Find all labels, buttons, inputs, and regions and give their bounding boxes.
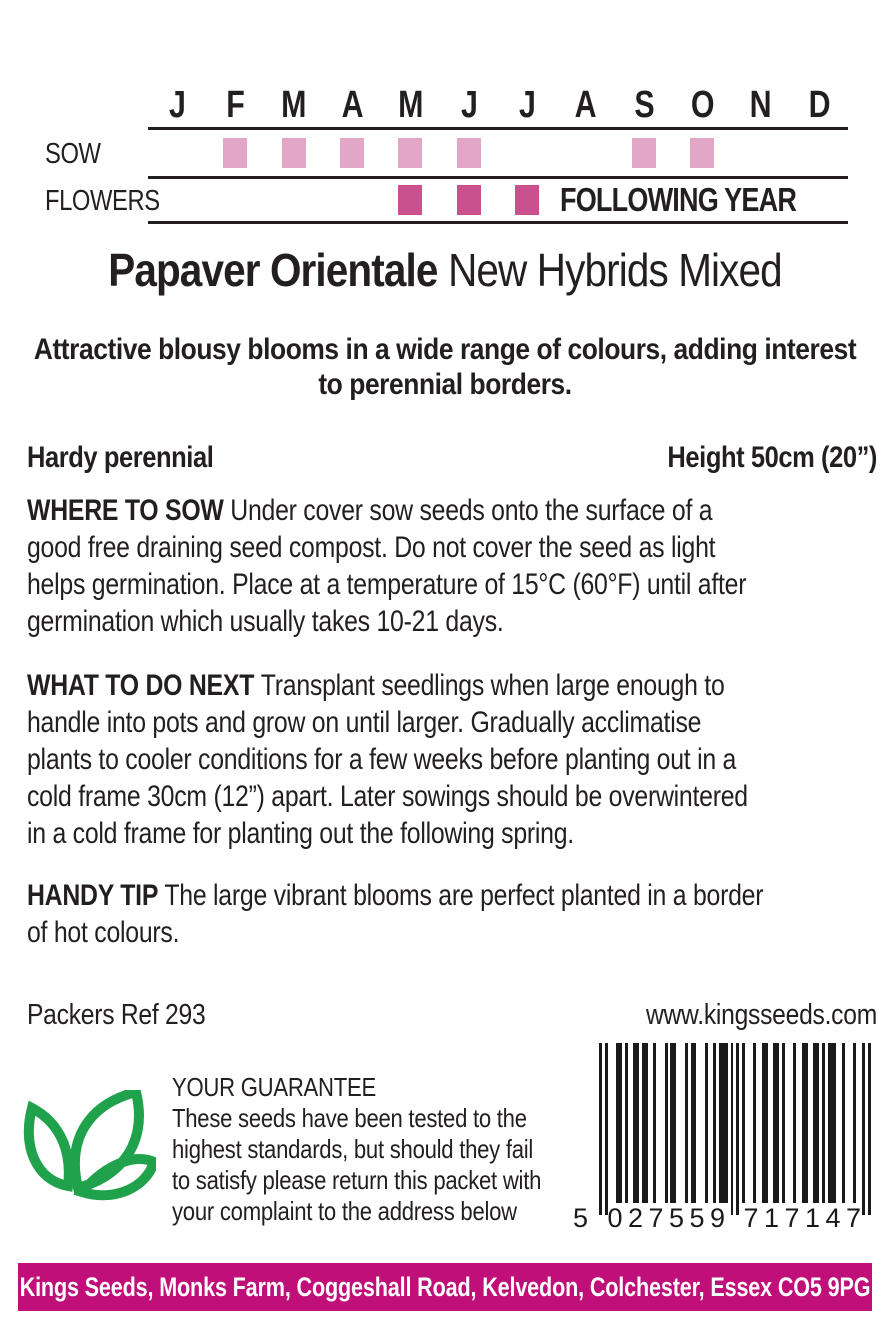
sow-month-square (282, 138, 306, 168)
month-col-8 (556, 86, 614, 124)
company-address: Kings Seeds, Monks Farm, Coggeshall Road, Kelvedon, Colchester, Essex CO5 9PG (19, 1272, 871, 1302)
sow-cell-9 (615, 138, 673, 173)
calendar-sow-squares (148, 139, 848, 171)
month-col-9 (615, 86, 673, 124)
barcode (573, 1043, 871, 1233)
month-col-5 (381, 86, 439, 124)
month-col-4 (323, 86, 381, 124)
month-letter: D (808, 84, 830, 126)
guarantee-heading: YOUR GUARANTEE (172, 1072, 376, 1102)
sow-cell-5 (381, 138, 439, 173)
sow-cell-3 (265, 138, 323, 173)
month-letter: M (281, 84, 307, 126)
leaf-left (29, 1108, 69, 1186)
section-where-to-sow (27, 492, 890, 640)
calendar-row-label-flowers: FLOWERS (45, 185, 160, 217)
paragraph-line: of hot colours. (27, 916, 180, 949)
calendar-month-row (148, 86, 848, 124)
month-col-10 (673, 86, 731, 124)
month-letter: A (574, 84, 597, 126)
paragraph-line: WHAT TO DO NEXT Transplant seedlings when large enough to (27, 669, 725, 702)
traits-row (27, 441, 877, 475)
flowers-cell-5 (381, 185, 439, 220)
flowers-month-square (515, 185, 539, 215)
barcode-digits-left: 027559 (607, 1203, 731, 1233)
subtitle: Attractive blousy blooms in a wide range of colours, adding interest to perennial borders. (33, 333, 857, 401)
flowers-month-square (398, 185, 422, 215)
sow-month-square (398, 138, 422, 168)
calendar-rule-top (148, 127, 848, 130)
month-col-12 (790, 86, 848, 124)
sow-month-square (457, 138, 481, 168)
month-col-3 (265, 86, 323, 124)
month-col-1 (148, 86, 206, 124)
month-col-2 (206, 86, 264, 124)
title-variety-name: New Hybrids Mixed (448, 244, 782, 296)
plant-height: Height 50cm (20”) (667, 441, 877, 474)
sow-month-square (632, 138, 656, 168)
sow-cell-6 (440, 138, 498, 173)
guarantee-line: to satisfy please return this packet with (172, 1165, 542, 1195)
month-letter: J (169, 84, 186, 126)
kings-seeds-leaf-logo-icon (16, 1090, 156, 1245)
month-letter: N (749, 84, 772, 126)
month-letter: F (226, 84, 245, 126)
guarantee-line: highest standards, but should they fail (172, 1134, 534, 1164)
guarantee-block (172, 1072, 546, 1227)
website-url: www.kingsseeds.com (645, 999, 877, 1031)
leaf-right (82, 1159, 154, 1195)
month-col-11 (731, 86, 789, 124)
calendar-rule-bottom (148, 221, 848, 224)
month-letter: A (341, 84, 363, 126)
month-letter: J (519, 84, 536, 126)
paragraph-line: cold frame 30cm (12”) apart. Later sowings should be overwintered (27, 780, 748, 813)
paragraph-line: WHERE TO SOW Under cover sow seeds onto the surface of a (27, 494, 713, 527)
month-col-7 (498, 86, 556, 124)
section-lead: WHERE TO SOW (27, 494, 231, 527)
title-latin-name: Papaver Orientale (108, 244, 438, 296)
sow-cell-2 (206, 138, 264, 173)
section-what-to-do-next (27, 667, 890, 852)
guarantee-line: your complaint to the address below (172, 1196, 517, 1226)
guarantee-lines (172, 1103, 546, 1227)
paragraph-line: germination which usually takes 10-21 days. (27, 605, 504, 638)
sow-cell-10 (673, 138, 731, 173)
address-bar (18, 1263, 872, 1311)
following-year-note: FOLLOWING YEAR (560, 181, 797, 218)
flowers-cell-6 (440, 185, 498, 220)
paragraph-line: HANDY TIP The large vibrant blooms are perfect planted in a border (27, 879, 764, 912)
barcode-bars (599, 1043, 871, 1215)
flowers-cell-7 (498, 185, 556, 220)
month-letter: M (398, 84, 423, 126)
month-col-6 (440, 86, 498, 124)
month-letter: S (634, 84, 654, 126)
paragraph-line: good free draining seed compost. Do not cover the seed as light (27, 531, 716, 564)
page-title (1, 244, 890, 296)
paragraph-line: in a cold frame for planting out the following spring. (27, 817, 574, 850)
reference-row (27, 999, 877, 1032)
section-lead: HANDY TIP (27, 879, 165, 912)
sow-month-square (690, 138, 714, 168)
guarantee-line: These seeds have been tested to the (172, 1103, 527, 1133)
section-handy-tip (27, 877, 890, 951)
sow-month-square (223, 138, 247, 168)
sow-cell-4 (323, 138, 381, 173)
month-letter: J (460, 84, 477, 126)
calendar-rule-middle (148, 176, 848, 179)
packers-ref: Packers Ref 293 (27, 999, 206, 1031)
barcode-digit-first: 5 (573, 1203, 589, 1233)
paragraph-line: handle into pots and grow on until larger. Gradually acclimatise (27, 706, 702, 739)
sow-month-square (340, 138, 364, 168)
plant-type: Hardy perennial (27, 441, 214, 474)
month-letter: O (690, 84, 714, 126)
barcode-module (868, 1043, 871, 1215)
barcode-digits-right: 717147 (743, 1203, 867, 1233)
calendar-row-label-sow: SOW (45, 138, 101, 170)
flowers-month-square (457, 185, 481, 215)
paragraph-line: helps germination. Place at a temperature of 15°C (60°F) until after (27, 568, 747, 601)
section-lead: WHAT TO DO NEXT (27, 669, 261, 702)
paragraph-line: plants to cooler conditions for a few weeks before planting out in a (27, 743, 737, 776)
